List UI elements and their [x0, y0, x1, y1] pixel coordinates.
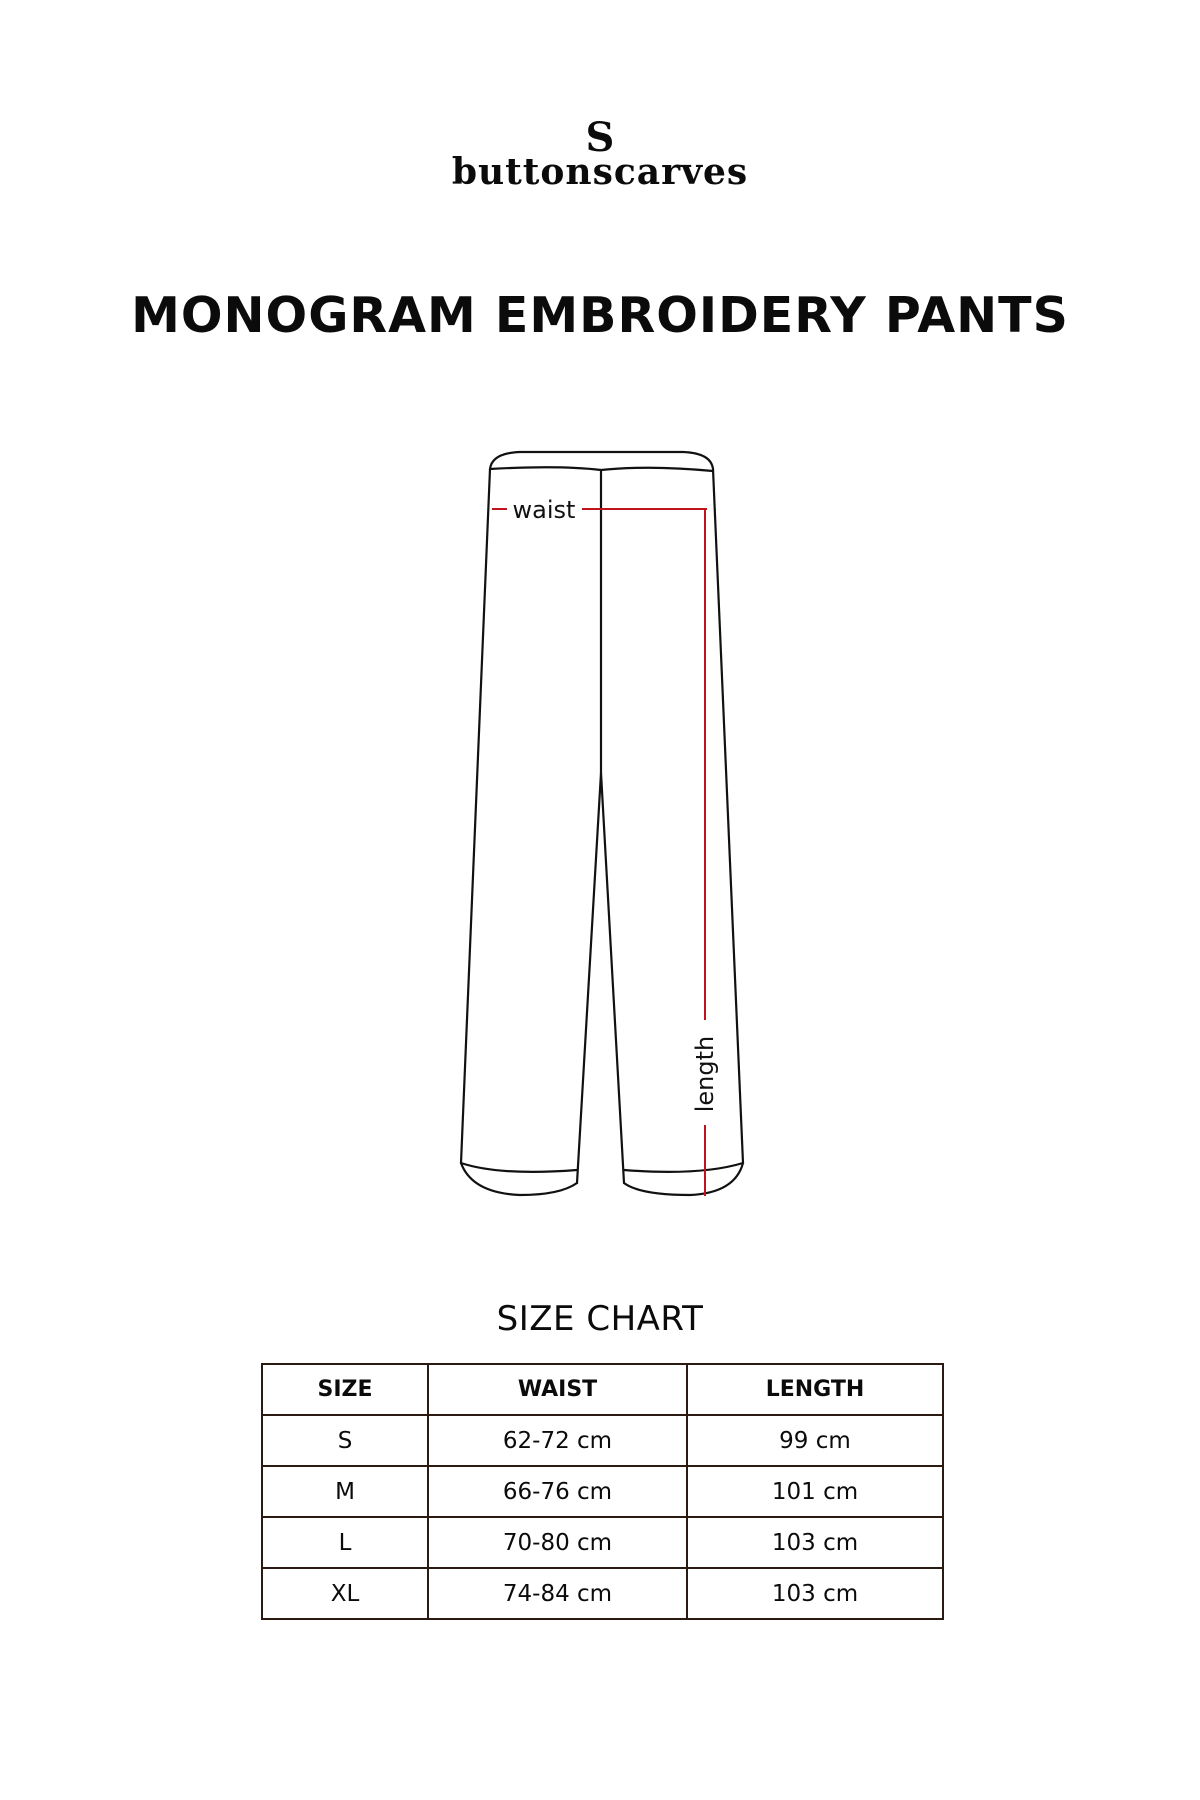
page-title: MONOGRAM EMBROIDERY PANTS — [131, 287, 1069, 344]
table-row — [262, 1517, 943, 1568]
table-row — [262, 1415, 943, 1466]
header-size: SIZE — [262, 1364, 428, 1415]
waist-cell: 66-76 cm — [428, 1466, 687, 1517]
waist-cell: 70-80 cm — [428, 1517, 687, 1568]
size-cell: L — [262, 1517, 428, 1568]
length-cell: 101 cm — [687, 1466, 943, 1517]
measure-lines — [492, 509, 707, 1196]
header-waist: WAIST — [428, 1364, 687, 1415]
length-cell: 103 cm — [687, 1568, 943, 1619]
brand-name: buttonscarves — [451, 151, 749, 193]
size-chart-table — [261, 1363, 944, 1620]
table-header-row — [262, 1364, 943, 1415]
header-length: LENGTH — [687, 1364, 943, 1415]
length-label: length — [691, 1035, 719, 1113]
brand-mark: S — [585, 114, 615, 161]
waist-cell: 74-84 cm — [428, 1568, 687, 1619]
length-cell: 99 cm — [687, 1415, 943, 1466]
size-cell: S — [262, 1415, 428, 1466]
waist-label: waist — [512, 496, 576, 524]
size-cell: M — [262, 1466, 428, 1517]
table-row — [262, 1466, 943, 1517]
table-row — [262, 1568, 943, 1619]
size-chart-title: SIZE CHART — [496, 1299, 704, 1339]
length-cell: 103 cm — [687, 1517, 943, 1568]
waist-cell: 62-72 cm — [428, 1415, 687, 1466]
size-cell: XL — [262, 1568, 428, 1619]
